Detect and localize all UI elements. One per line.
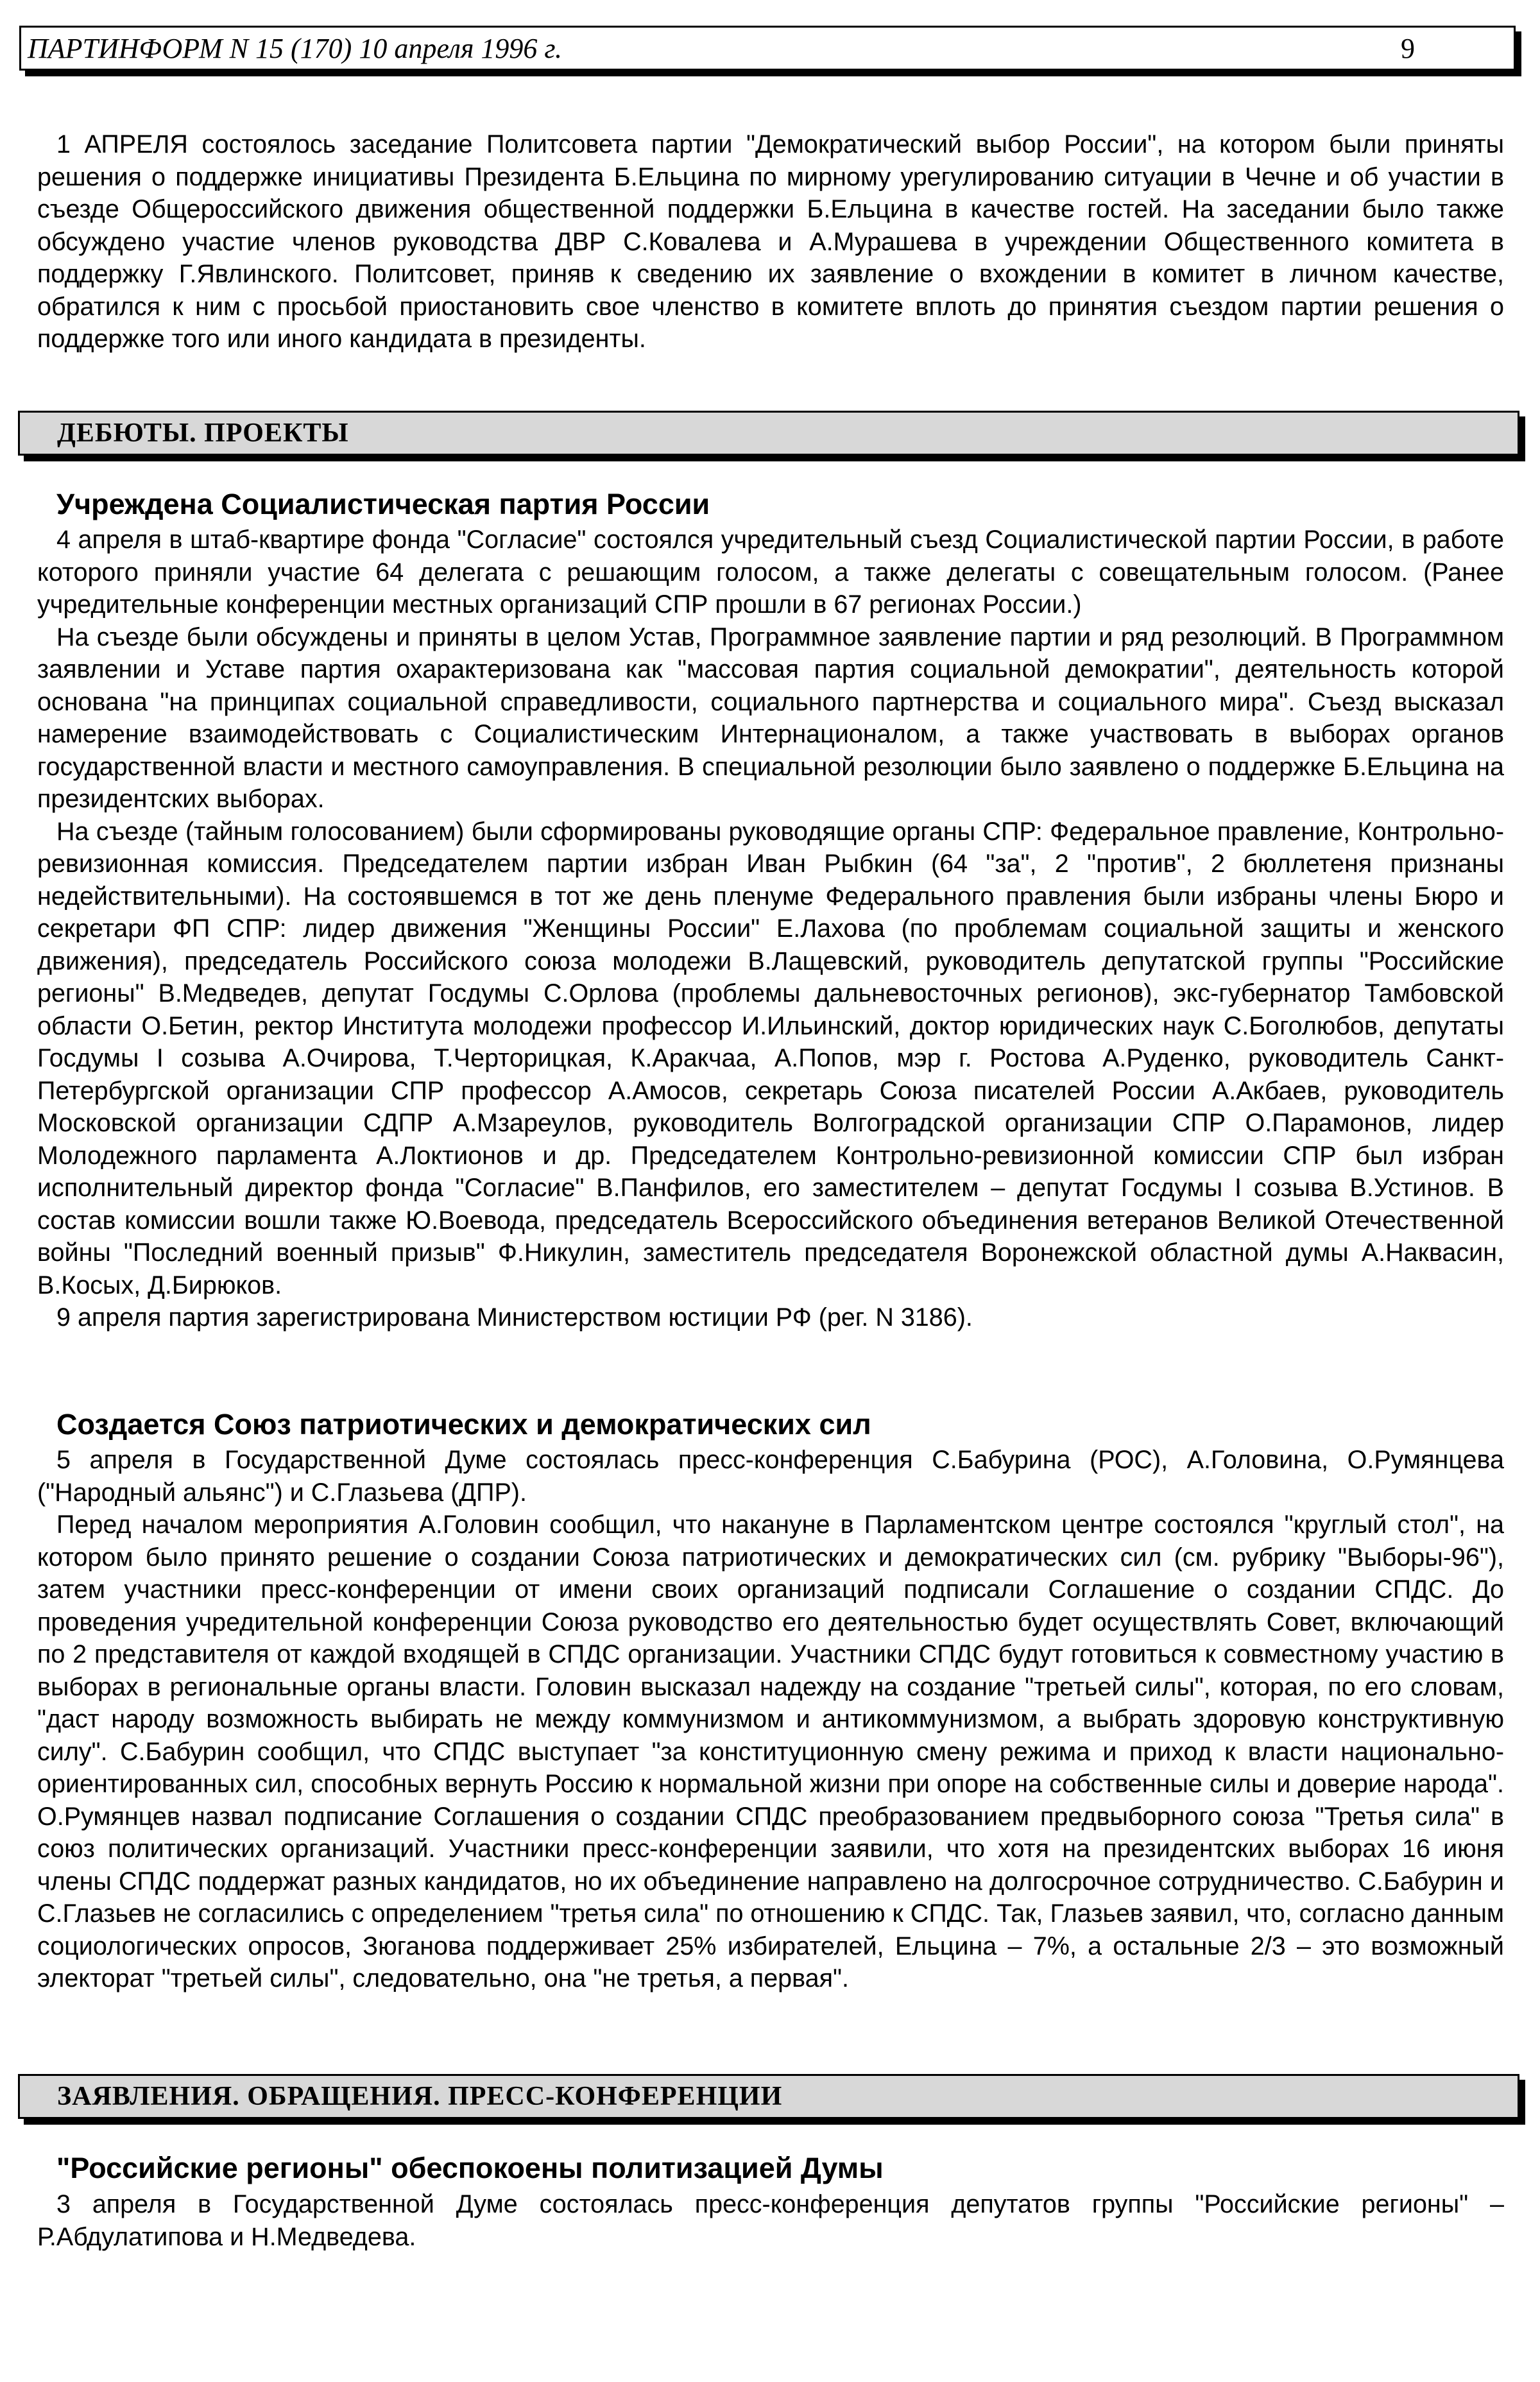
article-paragraph: 3 апреля в Государственной Думе состоялась пресс-конференция депутатов группы "Российские регионы" – Р.Абдулатипова и Н.Медведева. — [37, 2190, 1504, 2251]
section-bar-statements — [18, 2074, 1519, 2119]
article-paragraph: 5 апреля в Государственной Думе состоялась пресс-конференция С.Бабурина (РОС), А.Головина, О.Румянцева ("Народный альянс") и С.Глазьева (ДПР). — [37, 1446, 1504, 1507]
article-paragraph: На съезде были обсуждены и приняты в целом Устав, Программное заявление партии и ряд резолюций. В Программном заявлении и Уставе партия охарактеризована как "массовая партия социальной демократии", деятельность которой основана "на принципах социальной справедливости, социального партнерства и социального мира". Съезд высказал намерение взаимодействовать с Социалистическим Интернационалом, а также участвовать в выборах органов государственной власти и местного самоуправления. В специальной резолюции было заявлено о поддержке Б.Ельцина на президентских выборах. — [37, 622, 1504, 813]
article-paragraph: 9 апреля партия зарегистрирована Министерством юстиции РФ (рег. N 3186). — [56, 1303, 973, 1332]
article-body — [37, 524, 1504, 1334]
section-title: ДЕБЮТЫ. ПРОЕКТЫ — [57, 418, 349, 448]
article-paragraph: На съезде (тайным голосованием) были сформированы руководящие органы СПР: Федеральное правление, Контрольно-ревизионная комиссия. Председателем партии избран Иван Рыбкин (64 "за", 2 "против", 2 бюллетеня признаны недействительными). На состоявшемся в тот же день пленуме Федерального правления были избраны члены Бюро и секретари ФП СПР: лидер движения "Женщины России" Е.Лахова (по проблемам социальной защиты и женского движения), председатель Российского союза молодежи В.Лащевский, руководитель депутатской группы "Российские регионы" В.Медведев, депутат Госдумы С.Орлова (проблемы дальневосточных регионов), экс-губернатор Тамбовской области О.Бетин, ректор Института молодежи профессор И.Ильинский, доктор юридических наук С.Боголюбов, депутаты Госдумы I созыва А.Очирова, Т.Черторицкая, К.Аракчаа, А.Попов, мэр г. Ростова А.Руденко, руководитель Санкт-Петербургской организации СПР профессор А.Амосов, секретарь Союза писателей России А.Акбаев, руководитель Московской организации СДПР А.Мзареулов, руководитель Волгоградской организации СПР О.Парамонов, лидер Молодежного парламента А.Локтионов и др. Председателем Контрольно-ревизионной комиссии СПР был избран исполнительный директор фонда "Согласие" В.Панфилов, его заместителем – депутат Госдумы I созыва В.Устинов. В состав комиссии вошли также Ю.Воевода, председатель Всероссийского объединения ветеранов Великой Отечественной войны "Последний военный призыв" Ф.Никулин, заместитель председателя Воронежской областной думы А.Наквасин, В.Косых, Д.Бирюков. — [37, 817, 1504, 1299]
page-number: 9 — [1401, 33, 1415, 64]
page-header — [19, 26, 1516, 71]
section-title: ЗАЯВЛЕНИЯ. ОБРАЩЕНИЯ. ПРЕСС-КОНФЕРЕНЦИИ — [57, 2082, 783, 2111]
article-body — [37, 1444, 1504, 1995]
intro-paragraph: 1 АПРЕЛЯ состоялось заседание Политсовета партии "Демократический выбор России", на котором были приняты решения о поддержке инициативы Президента Б.Ельцина по мирному урегулированию ситуации в Чечне и об участии в съезде Общероссийского движения общественной поддержки Б.Ельцина в качестве гостей. На заседании было также обсуждено участие членов руководства ДВР С.Ковалева и А.Мурашева в учреждении Общественного комитета в поддержку Г.Явлинского. Политсовет, приняв к сведению их заявление о вхождении в комитет в личном качестве, обратился к ним с просьбой приостановить свое членство в комитете вплоть до принятия съездом партии решения о поддержке того или иного кандидата в президенты. — [37, 130, 1504, 353]
article-headline: "Российские регионы" обеспокоены политизацией Думы — [56, 2152, 884, 2184]
article-paragraph: Перед началом мероприятия А.Головин сообщил, что накануне в Парламентском центре состоялся "круглый стол", на котором было принято решение о создании Союза патриотических и демократических сил (см. рубрику "Выборы-96"), затем участники пресс-конференции от имени своих организаций подписали Соглашение о создании СПДС. До проведения учредительной конференции Союза руководство его деятельностью будет осуществлять Совет, включающий по 2 представителя от каждой входящей в СПДС организации. Участники СПДС будут готовиться к совместному участию в выборах в региональные органы власти. Головин высказал надежду на создание "третьей силы", которая, по его словам, "даст народу возможность выбирать не между коммунизмом и антикоммунизмом, а выбрать здоровую конструктивную силу". С.Бабурин сообщил, что СПДС выступает "за конституционную смену режима и приход к власти национально-ориентированных сил, способных вернуть Россию к нормальной жизни при опоре на собственные силы и доверие народа". О.Румянцев назвал подписание Соглашения о создании СПДС преобразованием предвыборного союза "Третья сила" в союз политических организаций. Участники пресс-конференции заявили, что хотя на президентских выборах 16 июня члены СПДС поддержат разных кандидатов, но их объединение направлено на долгосрочное сотрудничество. С.Бабурин и С.Глазьев не согласились с определением "третья сила" по отношению к СПДС. Так, Глазьев заявил, что, согласно данным социологических опросов, Зюганова поддерживает 25% избирателей, Ельцина – 7%, а остальные 2/3 – это возможный электорат "третьей силы", следовательно, она "не третья, а первая". — [37, 1511, 1504, 1992]
article-paragraph: 4 апреля в штаб-квартире фонда "Согласие" состоялся учредительный съезд Социалистической партии России, в работе которого приняли участие 64 делегата с решающим голосом, а также делегаты с совещательным голосом. (Ранее учредительные конференции местных организаций СПР прошли в 67 регионах России.) — [37, 526, 1504, 619]
publication-title: ПАРТИНФОРМ N 15 (170) 10 апреля 1996 г. — [28, 33, 562, 64]
article-headline: Учреждена Социалистическая партия России — [56, 488, 710, 520]
intro-text — [37, 128, 1504, 356]
article-body — [37, 2188, 1504, 2253]
article-headline: Создается Союз патриотических и демократических сил — [56, 1408, 871, 1441]
section-bar-debuts — [18, 411, 1519, 456]
